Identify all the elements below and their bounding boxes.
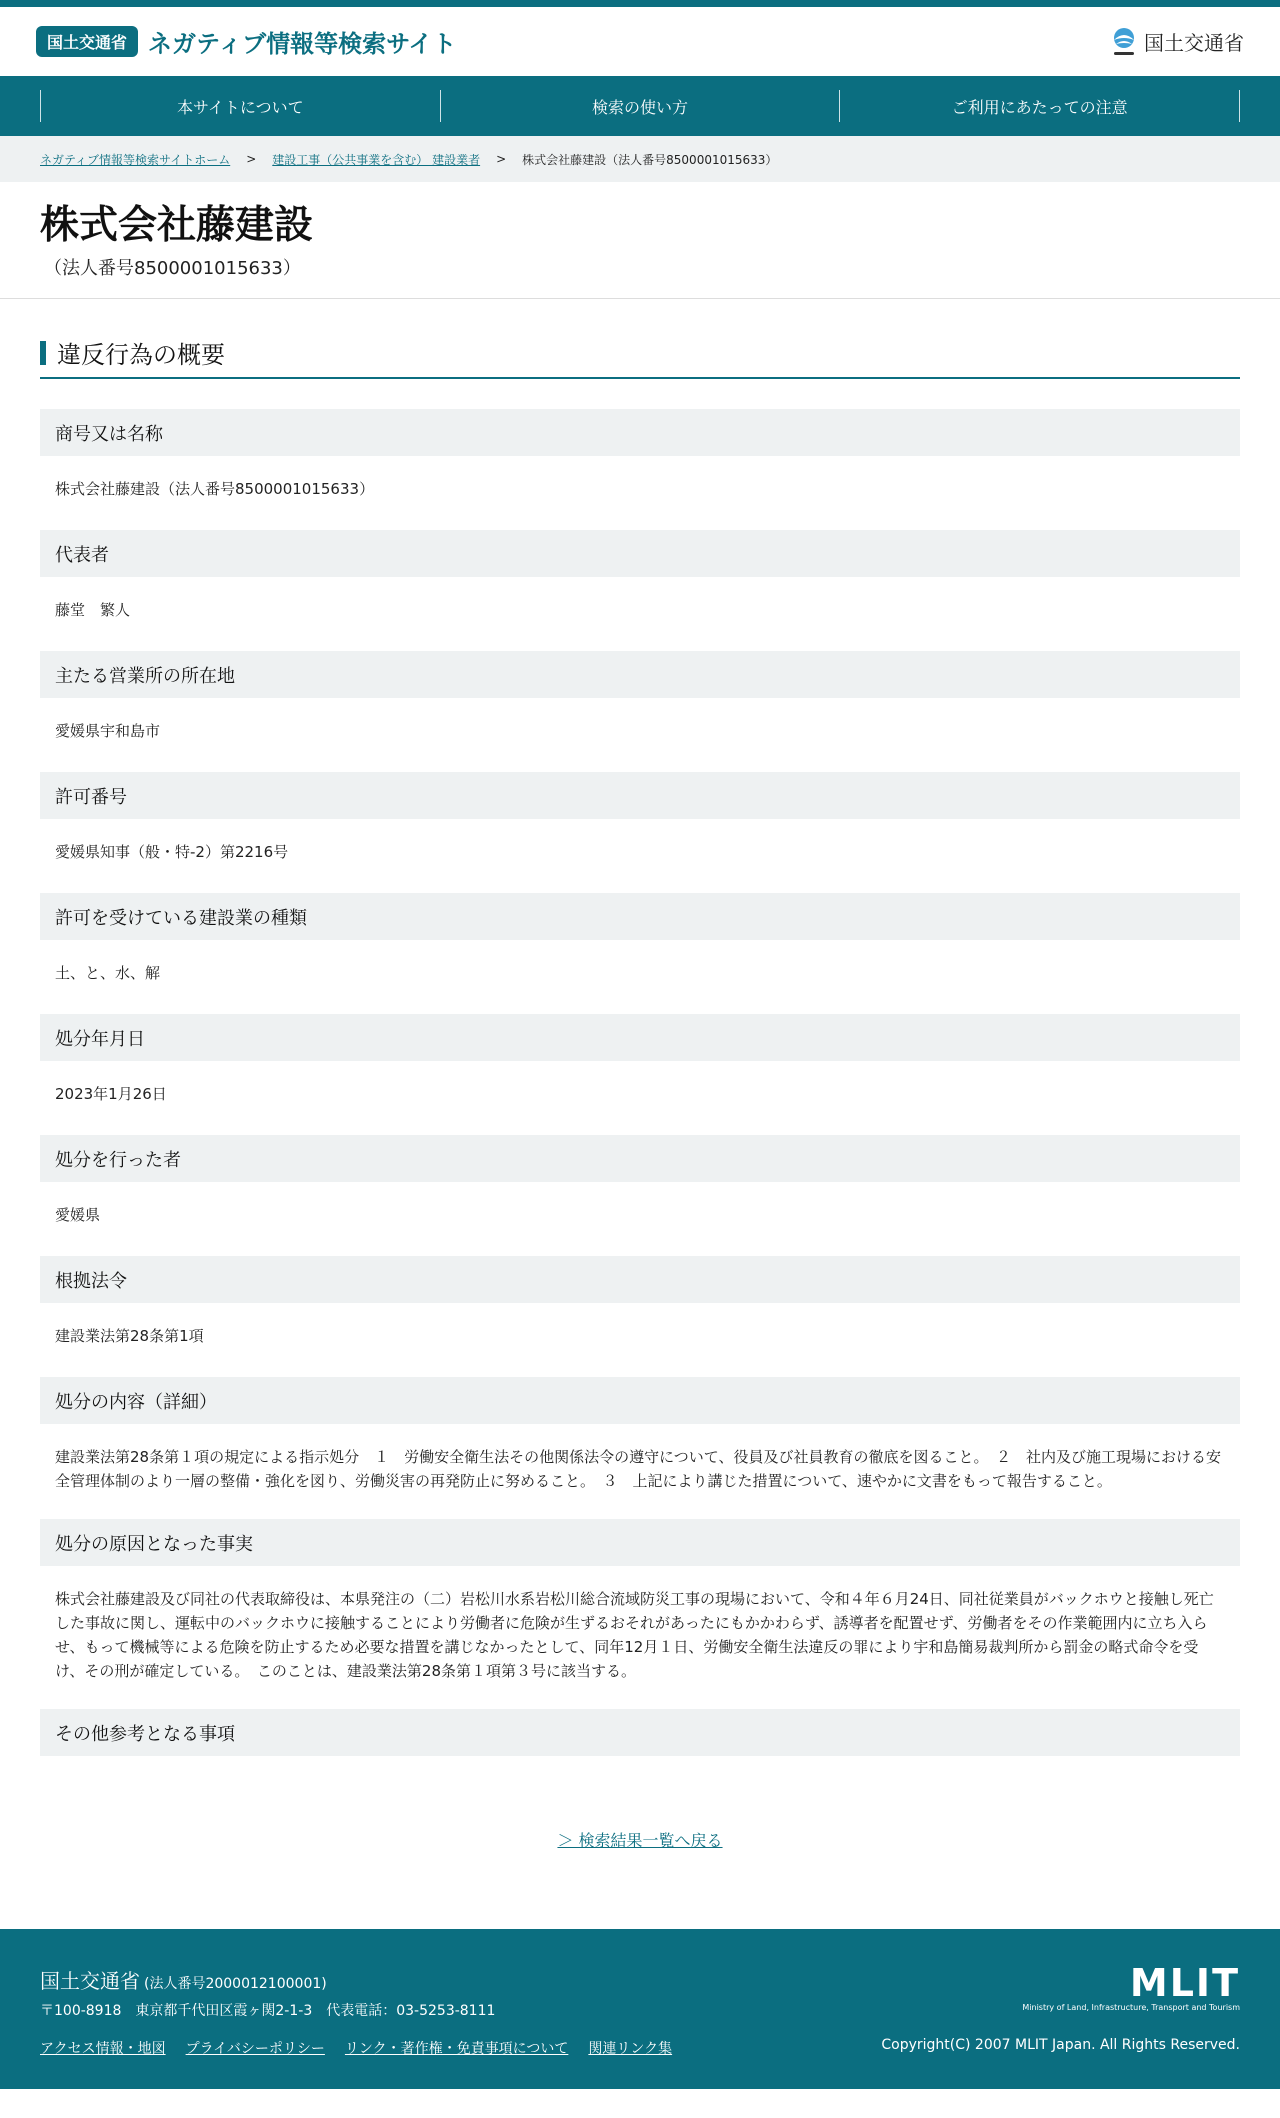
breadcrumb-current: 株式会社藤建設（法人番号8500001015633） [522, 152, 778, 167]
mlit-logo[interactable] [1110, 26, 1244, 58]
footer-info [40, 1965, 673, 2057]
footer-links [40, 2038, 672, 2058]
site-brand[interactable] [36, 24, 456, 59]
field-value-legal-basis: 建設業法第28条第1項 [55, 1327, 204, 1345]
field-value-cause-facts: 株式会社藤建設及び同社の代表取締役は、本県発注の（二）岩松川水系岩松川総合流域防災工事の現場において、令和４年６月24日、同社従業員がバックホウと接触し死亡した事故に関し、運転中のバックホウに接触することにより労働者に危険が生ずるおそれがあったにもかかわらず、誘導者を配置せず、労働者をその作業範囲内に立ち入らせ、もって機械等による危険を防止するため必要な措置を講じなかったとして、同年12月１日、労働安全衛生法違反の罪により宇和島簡易裁判所から罰金の略式命令を受け、その刑が確定している。 このことは、建設業法第28条第１項第３号に該当する。 [55, 1590, 1214, 1680]
site-header [0, 7, 1280, 76]
field-label-disposition-date: 処分年月日 [40, 1014, 1240, 1061]
copyright: Copyright(C) 2007 MLIT Japan. All Rights Reserved. [881, 2037, 1240, 2053]
breadcrumb [0, 136, 1280, 182]
heading-accent-bar [40, 341, 46, 365]
footer-address: 〒100-8918 東京都千代田区霞ヶ関2-1-3 代表電話：03-5253-8111 [40, 2003, 496, 2019]
field-label-representative: 代表者 [40, 530, 1240, 577]
detail-list [40, 409, 1240, 1756]
breadcrumb-separator: > [496, 152, 507, 166]
footer-link-related[interactable]: 関連リンク集 [588, 2041, 673, 2057]
footer-org-name: 国土交通省 [40, 1969, 140, 1993]
nav-notes[interactable]: ご利用にあたっての注意 [839, 90, 1240, 122]
section-heading [40, 335, 1240, 379]
field-label-other-notes: その他参考となる事項 [40, 1709, 1240, 1756]
field-value-disposition-date: 2023年1月26日 [55, 1085, 167, 1103]
footer-org [40, 1965, 672, 1994]
section-title: 違反行為の概要 [57, 341, 225, 369]
field-label-cause-facts: 処分の原因となった事実 [40, 1519, 1240, 1566]
global-nav [0, 76, 1280, 136]
field-label-company-name: 商号又は名称 [40, 409, 1240, 456]
field-label-license-number: 許可番号 [40, 772, 1240, 819]
site-footer [0, 1929, 1280, 2089]
site-title: ネガティブ情報等検索サイト [148, 30, 457, 58]
field-label-disposition-details: 処分の内容（詳細） [40, 1377, 1240, 1424]
field-value-disposition-details: 建設業法第28条第１項の規定による指示処分 １ 労働安全衛生法その他関係法令の遵守について、役員及び社員教育の徹底を図ること。 ２ 社内及び施工現場における安全管理体制のより一層の整備・強化を図り、労働災害の再発防止に努めること。 ３ 上記により講じた措置について、速やかに文書をもって報告すること。 [55, 1448, 1221, 1490]
nav-how-to-search[interactable]: 検索の使い方 [440, 90, 840, 122]
breadcrumb-category-link[interactable]: 建設工事（公共事業を含む） 建設業者 [272, 152, 481, 167]
top-accent-bar [0, 0, 1280, 7]
field-value-license-number: 愛媛県知事（般・特-2）第2216号 [55, 843, 289, 861]
field-value-issuer: 愛媛県 [55, 1206, 101, 1224]
field-value-business-types: 土、と、水、解 [55, 964, 161, 982]
back-to-results-link[interactable]: ＞ 検索結果一覧へ戻る [557, 1831, 723, 1850]
title-area [0, 182, 1280, 299]
footer-link-privacy[interactable]: プライバシーポリシー [185, 2041, 325, 2057]
footer-brand [881, 1961, 1240, 2053]
breadcrumb-home-link[interactable]: ネガティブ情報等検索サイトホーム [40, 152, 231, 167]
footer-link-access[interactable]: アクセス情報・地図 [40, 2041, 166, 2057]
field-label-office-location: 主たる営業所の所在地 [40, 651, 1240, 698]
field-value-office-location: 愛媛県宇和島市 [55, 722, 161, 740]
breadcrumb-separator: > [246, 152, 257, 166]
field-label-issuer: 処分を行った者 [40, 1135, 1240, 1182]
ministry-badge: 国土交通省 [36, 26, 138, 57]
mlit-mark-subtitle: Ministry of Land, Infrastructure, Transport and Tourism [1022, 2003, 1240, 2012]
footer-org-number: (法人番号2000012100001) [144, 1976, 327, 1992]
corporate-number: （法人番号8500001015633） [44, 258, 301, 279]
mlit-mark: MLIT [1129, 1961, 1240, 2005]
footer-link-copyright[interactable]: リンク・著作権・免責事項について [344, 2041, 569, 2057]
mlit-wave-icon [1110, 26, 1138, 58]
field-value-representative: 藤堂 繁人 [55, 601, 131, 619]
field-label-business-types: 許可を受けている建設業の種類 [40, 893, 1240, 940]
back-link-area [40, 1828, 1240, 1851]
nav-about[interactable]: 本サイトについて [40, 90, 440, 122]
page-title: 株式会社藤建設 [40, 203, 314, 248]
main-content [0, 299, 1280, 1851]
field-value-company-name: 株式会社藤建設（法人番号8500001015633） [55, 480, 375, 498]
mlit-footer-logo[interactable] [881, 1961, 1240, 2012]
mlit-logo-text: 国土交通省 [1144, 31, 1244, 55]
field-label-legal-basis: 根拠法令 [40, 1256, 1240, 1303]
